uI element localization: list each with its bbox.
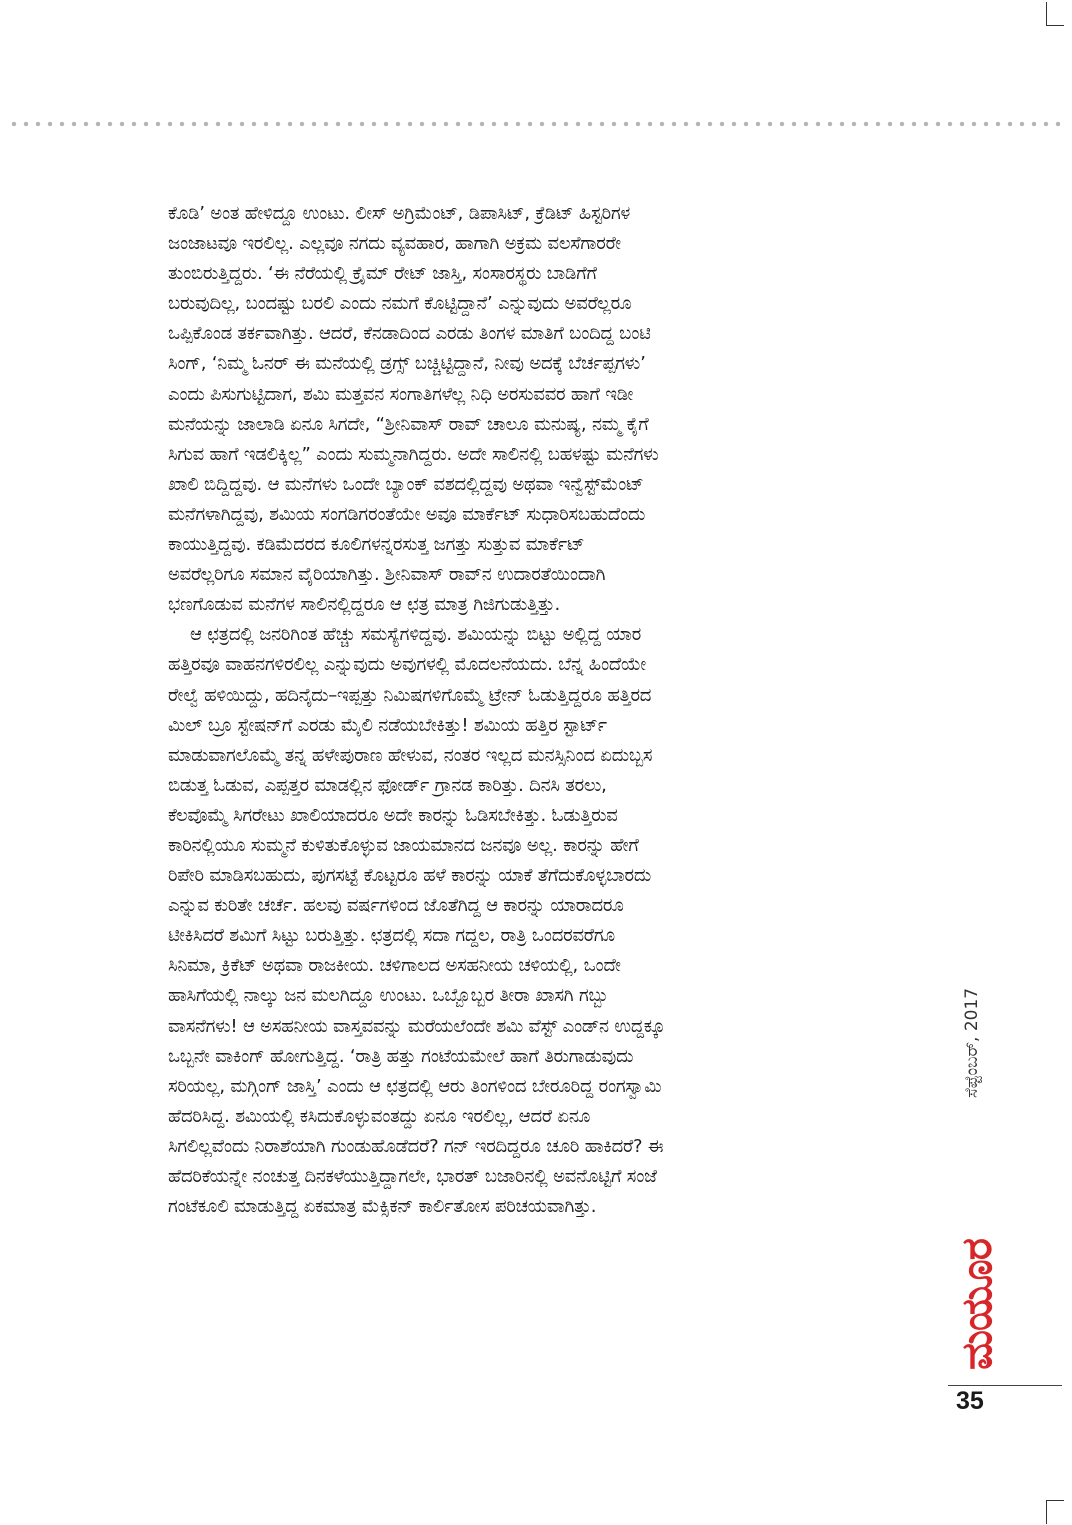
text-line: ಸಿನಿಮಾ, ಕ್ರಿಕೆಟ್ ಅಥವಾ ರಾಜಕೀಯ. ಚಳಿಗಾಲದ ಅಸಹನೀಯ ಚಳಿಯಲ್ಲಿ, ಒಂದೇ <box>168 955 621 977</box>
text-line: ಸಿಂಗ್, ‘ನಿಮ್ಮ ಓನರ್ ಈ ಮನೆಯಲ್ಲಿ ಡ್ರಗ್ಸ್ ಬಚ್ಚಿಟ್ಟಿದ್ದಾನೆ, ನೀವು ಅದಕ್ಕೆ ಬೆರ್ಚಪ್ಪಗಳು’ <box>168 353 646 375</box>
text-line: ಹೆದರಿಸಿದ್ದ. ಶಮಿಯಲ್ಲಿ ಕಸಿದುಕೊಳ್ಳುವಂತದ್ದು ಏನೂ ಇರಲಿಲ್ಲ, ಆದರೆ ಏನೂ <box>168 1105 591 1127</box>
text-line: ಒಪ್ಪಿಕೊಂಡ ತರ್ಕವಾಗಿತ್ತು. ಆದರೆ, ಕೆನಡಾದಿಂದ ಎರಡು ತಿಂಗಳ ಮಾತಿಗೆ ಬಂದಿದ್ದ ಬಂಟಿ <box>168 323 651 345</box>
dotted-divider <box>8 121 1064 127</box>
text-line: ಖಾಲಿ ಬಿದ್ದಿದ್ದವು. ಆ ಮನೆಗಳು ಒಂದೇ ಬ್ಯಾಂಕ್ ವಶದಲ್ಲಿದ್ದವು ಅಥವಾ ಇನ್ವೆಸ್ಟ್‌ಮೆಂಟ್ <box>168 473 644 495</box>
crop-mark-bottom-right-h <box>1046 1500 1064 1501</box>
paragraph-start-line: ಆ ಛತ್ರದಲ್ಲಿ ಜನರಿಗಿಂತ ಹೆಚ್ಚು ಸಮಸ್ಯೆಗಳಿದ್ದವು. ಶಮಿಯನ್ನು ಬಿಟ್ಟು ಅಲ್ಲಿದ್ದ ಯಾರ <box>190 624 642 646</box>
text-line: ಟೀಕಿಸಿದರೆ ಶಮಿಗೆ ಸಿಟ್ಟು ಬರುತ್ತಿತ್ತು. ಛತ್ರದಲ್ಲಿ ಸದಾ ಗದ್ದಲ, ರಾತ್ರಿ ಒಂದರವರೆಗೂ <box>168 925 615 947</box>
text-line: ಮನೆಗಳಾಗಿದ್ದವು, ಶಮಿಯ ಸಂಗಡಿಗರಂತೆಯೇ ಅವೂ ಮಾರ್ಕೆಟ್ ಸುಧಾರಿಸಬಹುದೆಂದು <box>168 503 646 525</box>
text-line: ರೇಲ್ವೆ ಹಳಿಯಿದ್ದು, ಹದಿನೈದು–ಇಪ್ಪತ್ತು ನಿಮಿಷಗಳಿಗೊಮ್ಮೆ ಟ್ರೇನ್ ಓಡುತ್ತಿದ್ದರೂ ಹತ್ತಿರದ <box>168 684 652 706</box>
text-line: ಬಿಡುತ್ತ ಓಡುವ, ಎಪ್ಪತ್ತರ ಮಾಡಲ್ಲಿನ ಫೋರ್ಡ್ ಗ್ರಾನಡ ಕಾರಿತ್ತು. ದಿನಸಿ ತರಲು, <box>168 774 607 796</box>
crop-mark-top-right <box>1046 2 1047 26</box>
text-line: ಸಿಗುವ ಹಾಗೆ ಇಡಲಿಕ್ಕಿಲ್ಲ” ಎಂದು ಸುಮ್ಮನಾಗಿದ್ದರು. ಅದೇ ಸಾಲಿನಲ್ಲಿ ಬಹಳಷ್ಟು ಮನೆಗಳು <box>168 443 659 465</box>
text-line: ಹೆದರಿಕೆಯನ್ನೇ ನಂಚುತ್ತ ದಿನಕಳೆಯುತ್ತಿದ್ದಾಗಲೇ, ಭಾರತ್ ಬಜಾರಿನಲ್ಲಿ ಅವನೊಟ್ಟಿಗೆ ಸಂಜೆ <box>168 1166 657 1187</box>
text-line: ಕಾರಿನಲ್ಲಿಯೂ ಸುಮ್ಮನೆ ಕುಳಿತುಕೊಳ್ಳುವ ಜಾಯಮಾನದ ಜನವೂ ಅಲ್ಲ. ಕಾರನ್ನು ಹೇಗೆ <box>168 834 639 856</box>
text-line: ಎಂದು ಪಿಸುಗುಟ್ಟಿದಾಗ, ಶಮಿ ಮತ್ತವನ ಸಂಗಾತಿಗಳೆಲ್ಲ ನಿಧಿ ಅರಸುವವರ ಹಾಗೆ ಇಡೀ <box>168 383 634 405</box>
text-line: ಗಂಟೆಕೂಲಿ ಮಾಡುತ್ತಿದ್ದ ಏಕಮಾತ್ರ ಮೆಕ್ಸಿಕನ್ ಕಾರ್ಲಿತೋಸ ಪರಿಚಯವಾಗಿತ್ತು. <box>168 1196 597 1218</box>
text-line: ಮನೆಯನ್ನು ಜಾಲಾಡಿ ಏನೂ ಸಿಗದೇ, “ಶ್ರೀನಿವಾಸ್ ರಾವ್ ಚಾಲೂ ಮನುಷ್ಯ, ನಮ್ಮ ಕೈಗೆ <box>168 413 649 435</box>
text-line: ಬರುವುದಿಲ್ಲ, ಬಂದಷ್ಟು ಬರಲಿ ಎಂದು ನಮಗೆ ಕೊಟ್ಟಿದ್ದಾನೆ’ ಎನ್ನುವುದು ಅವರೆಲ್ಲರೂ <box>168 293 632 315</box>
text-line: ಸಿಗಲಿಲ್ಲವೆಂದು ನಿರಾಶೆಯಾಗಿ ಗುಂಡುಹೊಡೆದರೆ? ಗನ್ ಇರದಿದ್ದರೂ ಚೂರಿ ಹಾಕಿದರೆ? ಈ <box>168 1135 664 1157</box>
crop-mark-bottom-right <box>1046 1500 1047 1524</box>
text-line: ಕೆಲವೊಮ್ಮೆ ಸಿಗರೇಟು ಖಾಲಿಯಾದರೂ ಅದೇ ಕಾರನ್ನು ಓಡಿಸಬೇಕಿತ್ತು. ಓಡುತ್ತಿರುವ <box>168 804 618 826</box>
text-line: ವಾಸನೆಗಳು! ಆ ಅಸಹನೀಯ ವಾಸ್ತವವನ್ನು ಮರೆಯಲೆಂದೇ ಶಮಿ ವೆಸ್ಟ್ ಎಂಡ್‌ನ ಉದ್ದಕ್ಕೂ <box>168 1015 665 1037</box>
text-line: ಭಣಗೊಡುವ ಮನೆಗಳ ಸಾಲಿನಲ್ಲಿದ್ದರೂ ಆ ಛತ್ರ ಮಾತ್ರ ಗಿಜಿಗುಡುತ್ತಿತ್ತು. <box>168 594 560 616</box>
text-line: ತುಂಬಿರುತ್ತಿದ್ದರು. ‘ಈ ನೆರೆಯಲ್ಲಿ ಕ್ರೈಮ್ ರೇಟ್ ಜಾಸ್ತಿ, ಸಂಸಾರಸ್ಥರು ಬಾಡಿಗೆಗೆ <box>168 263 597 285</box>
page-number: 35 <box>956 1387 984 1415</box>
magazine-logo-text: ಮಯೂರ <box>952 1239 1001 1370</box>
text-line: ಹತ್ತಿರವೂ ವಾಹನಗಳಿರಲಿಲ್ಲ ಎನ್ನುವುದು ಅವುಗಳಲ್ಲಿ ಮೊದಲನೆಯದು. ಬೆನ್ನ ಹಿಂದೆಯೇ <box>168 654 647 676</box>
text-line: ಎನ್ನುವ ಕುರಿತೇ ಚರ್ಚೆ. ಹಲವು ವರ್ಷಗಳಿಂದ ಜೊತೆಗಿದ್ದ ಆ ಕಾರನ್ನು ಯಾರಾದರೂ <box>168 895 624 917</box>
text-line: ಅವರೆಲ್ಲರಿಗೂ ಸಮಾನ ವೈರಿಯಾಗಿತ್ತು. ಶ್ರೀನಿವಾಸ್ ರಾವ್‌ನ ಉದಾರತೆಯಿಂದಾಗಿ <box>168 564 606 586</box>
text-line: ಒಬ್ಬನೇ ವಾಕಿಂಗ್ ಹೋಗುತ್ತಿದ್ದ. ‘ರಾತ್ರಿ ಹತ್ತು ಗಂಟೆಯಮೇಲೆ ಹಾಗೆ ತಿರುಗಾಡುವುದು <box>168 1045 634 1067</box>
issue-date-text: ಸೆಪ್ಟೆಂಬರ್, 2017 <box>962 987 982 1098</box>
text-line: ಜಂಜಾಟವೂ ಇರಲಿಲ್ಲ. ಎಲ್ಲವೂ ನಗದು ವ್ಯವಹಾರ, ಹಾಗಾಗಿ ಅಕ್ರಮ ವಲಸೆಗಾರರೇ <box>168 233 621 255</box>
text-line: ಮಾಡುವಾಗಲೊಮ್ಮೆ ತನ್ನ ಹಳೇಪುರಾಣ ಹೇಳುವ, ನಂತರ ಇಲ್ಲದ ಮನಸ್ಸಿನಿಂದ ಏದುಬ್ಬಸ <box>168 744 653 766</box>
text-line: ಕಾಯುತ್ತಿದ್ದವು. ಕಡಿಮೆದರದ ಕೂಲಿಗಳನ್ನರಸುತ್ತ ಜಗತ್ತು ಸುತ್ತುವ ಮಾರ್ಕೆಟ್ <box>168 534 585 556</box>
article-body <box>168 199 913 1222</box>
text-line: ಕೊಡಿ’ ಅಂತ ಹೇಳಿದ್ದೂ ಉಂಟು. ಲೀಸ್ ಅಗ್ರಿಮೆಂಟ್, ಡಿಪಾಸಿಟ್, ಕ್ರೆಡಿಟ್ ಹಿಸ್ಟರಿಗಳ <box>168 203 631 224</box>
crop-mark-top-right-h <box>1046 25 1064 26</box>
text-line: ಮಿಲ್ ಬ್ರೂ ಸ್ಟೇಷನ್‌ಗೆ ಎರಡು ಮೈಲಿ ನಡೆಯಬೇಕಿತ್ತು! ಶಮಿಯ ಹತ್ತಿರ ಸ್ಟಾರ್ಟ್ <box>168 714 607 736</box>
footer-rule <box>948 1385 1062 1386</box>
text-line: ರಿಪೇರಿ ಮಾಡಿಸಬಹುದು, ಪುಗಸಟ್ಟೆ ಕೊಟ್ಟರೂ ಹಳೆ ಕಾರನ್ನು ಯಾಕೆ ತೆಗೆದುಕೊಳ್ಳಬಾರದು <box>168 865 652 887</box>
text-line: ಹಾಸಿಗೆಯಲ್ಲಿ ನಾಲ್ಕು ಜನ ಮಲಗಿದ್ದೂ ಉಂಟು. ಒಬ್ಬೊಬ್ಬರ ತೀರಾ ಖಾಸಗಿ ಗಬ್ಬು <box>168 985 609 1007</box>
text-line: ಸರಿಯಲ್ಲ, ಮಗ್ಗಿಂಗ್ ಜಾಸ್ತಿ’ ಎಂದು ಆ ಛತ್ರದಲ್ಲಿ ಆರು ತಿಂಗಳಿಂದ ಬೇರೂರಿದ್ದ ರಂಗಸ್ವಾಮಿ <box>168 1075 662 1097</box>
